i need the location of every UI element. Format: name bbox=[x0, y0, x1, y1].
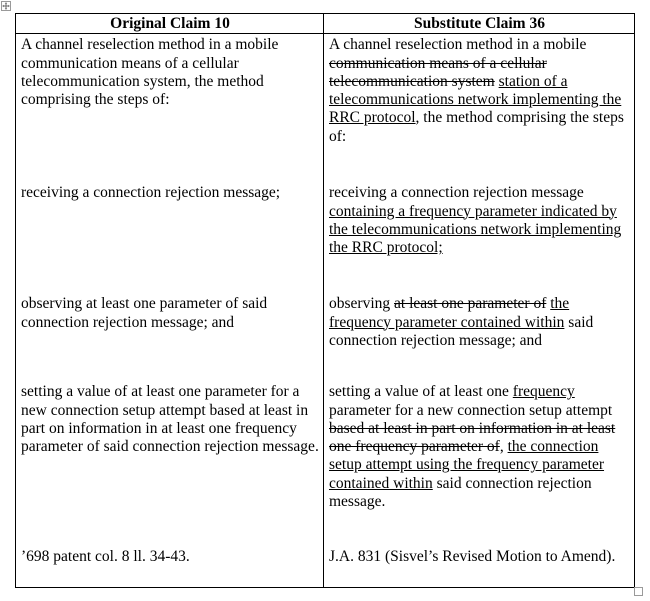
substitute-claim-header: Substitute Claim 36 bbox=[324, 14, 635, 34]
table-move-handle[interactable] bbox=[1, 1, 11, 11]
claim-text: receiving a connection rejection message bbox=[329, 184, 584, 202]
inserted-text: the frequency parameter contained within bbox=[329, 295, 570, 331]
claim-text: , bbox=[499, 438, 508, 456]
table-row bbox=[16, 546, 635, 588]
table-row bbox=[16, 381, 635, 546]
deleted-text: communication means of a cellular telecommunication system bbox=[329, 54, 547, 90]
original-citation-cell: ’698 patent col. 8 ll. 34-43. bbox=[16, 546, 324, 588]
table-row bbox=[16, 182, 635, 293]
substitute-claim-cell bbox=[324, 293, 635, 381]
table-row bbox=[16, 293, 635, 381]
claim-text: setting a value of at least one bbox=[329, 383, 513, 401]
substitute-claim-cell bbox=[324, 381, 635, 546]
claim-text: said connection rejection message; and bbox=[329, 313, 594, 349]
substitute-claim-cell bbox=[324, 182, 635, 293]
deleted-text: at least one parameter of bbox=[394, 295, 547, 313]
original-claim-cell: setting a value of at least one parameter for a new connection setup attempt based at least in part on information in at least one frequency parameter of said connection rejection message. bbox=[16, 381, 324, 546]
claim-text: J.A. 831 (Sisvel’s Revised Motion to Amend). bbox=[329, 548, 616, 566]
header-row bbox=[16, 14, 635, 34]
inserted-text: containing a frequency parameter indicated by the telecommunications network implementing the RRC protocol; bbox=[329, 202, 622, 257]
original-claim-cell: observing at least one parameter of said connection rejection message; and bbox=[16, 293, 324, 381]
inserted-text: frequency bbox=[512, 383, 575, 401]
claim-text: , the method comprising the steps of: bbox=[329, 109, 624, 145]
claim-text: said connection rejection message. bbox=[329, 474, 592, 511]
deleted-text: based at least in part on information in at least one frequency parameter of bbox=[329, 419, 616, 456]
claim-text: observing bbox=[329, 295, 395, 313]
original-claim-header: Original Claim 10 bbox=[16, 14, 324, 34]
substitute-citation-cell bbox=[324, 546, 635, 588]
claims-comparison-table bbox=[15, 13, 635, 588]
substitute-claim-cell bbox=[324, 34, 635, 183]
table-row bbox=[16, 34, 635, 183]
inserted-text: the connection setup attempt using the frequency parameter contained within bbox=[329, 438, 605, 492]
original-claim-cell: A channel reselection method in a mobile communication means of a cellular telecommunication system, the method comprising the steps of: bbox=[16, 34, 324, 183]
claim-text: parameter for a new connection setup attempt bbox=[329, 401, 613, 419]
move-arrows-icon bbox=[2, 2, 10, 10]
inserted-text: station of a telecommunications network implementing the RRC protocol bbox=[329, 72, 622, 127]
claim-text: A channel reselection method in a mobile bbox=[329, 36, 587, 54]
table-resize-handle[interactable] bbox=[634, 587, 643, 596]
original-claim-cell: receiving a connection rejection message; bbox=[16, 182, 324, 293]
